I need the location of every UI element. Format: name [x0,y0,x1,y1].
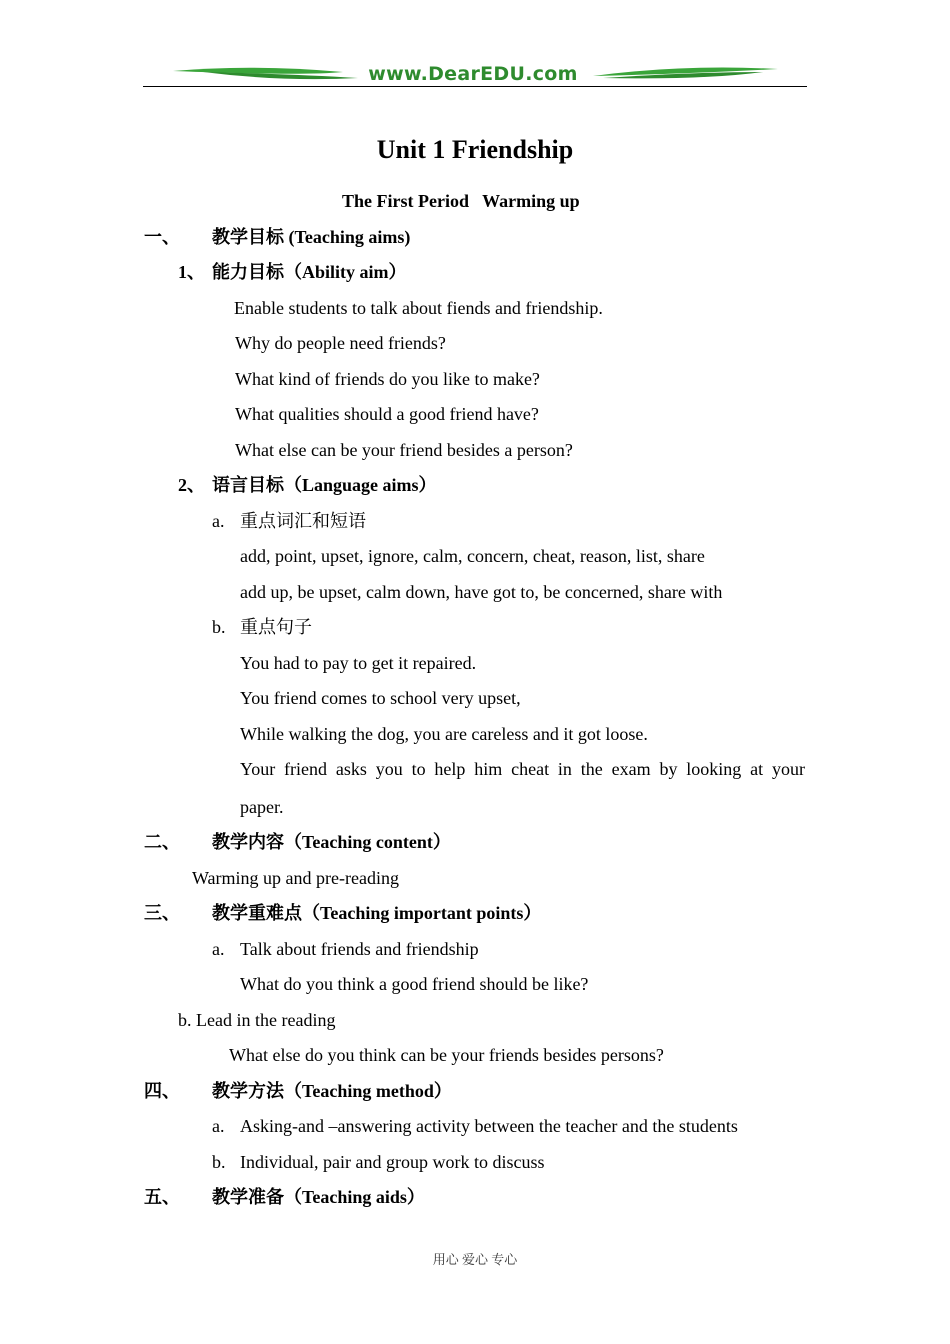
page-title: Unit 1 Friendship [376,135,574,164]
section-1-heading: 教学目标 (Teaching aims) [212,227,411,247]
vocab-line: add up, be upset, calm down, have got to, be concerned, share with [240,582,723,602]
section-2-number: 二、 [144,832,180,852]
header-rule [143,86,807,87]
page-footer: 用心 爱心 专心 [432,1252,518,1267]
method-item: Individual, pair and group work to discuss [240,1152,545,1172]
section-3-number: 三、 [144,903,180,923]
ability-line: What kind of friends do you like to make? [235,369,540,389]
ability-aim-heading: 能力目标（Ability aim） [212,262,407,282]
point-a-sub: What do you think a good friend should be like? [240,974,589,994]
ability-line: Why do people need friends? [235,333,446,353]
ability-line: Enable students to talk about fiends and friendship. [234,298,603,318]
list-marker: a. [212,1116,225,1136]
section-2-heading: 教学内容（Teaching content） [212,832,451,852]
sentence-line: Your friend asks you to help him cheat in the exam by looking at your [240,759,805,779]
section-3-heading: 教学重难点（Teaching important points） [212,903,542,923]
point-b-text: b. Lead in the reading [178,1010,336,1030]
point-a-text: Talk about friends and friendship [240,939,479,959]
language-aim-number: 2、 [178,475,205,495]
ability-aim-number: 1、 [178,262,205,282]
sentence-line: While walking the dog, you are careless and it got loose. [240,724,648,744]
content-line: Warming up and pre-reading [192,868,399,888]
section-1-number: 一、 [144,227,180,247]
list-marker: a. [212,939,225,959]
language-aim-heading: 语言目标（Language aims） [212,475,437,495]
list-marker: b. [212,617,226,637]
site-logo[interactable]: www.DearEDU.com [368,63,578,85]
key-sentences-label: 重点句子 [240,617,312,637]
section-5-heading: 教学准备（Teaching aids） [212,1187,425,1207]
sentence-line: You friend comes to school very upset, [240,688,521,708]
vocab-line: add, point, upset, ignore, calm, concern, cheat, reason, list, share [240,546,705,566]
ability-line: What else can be your friend besides a person? [235,440,573,460]
point-b-sub: What else do you think can be your friends besides persons? [229,1045,664,1065]
section-4-number: 四、 [144,1081,180,1101]
section-5-number: 五、 [144,1187,180,1207]
method-item: Asking-and –answering activity between the teacher and the students [240,1116,738,1136]
list-marker: a. [212,511,225,531]
list-marker: b. [212,1152,226,1172]
sentence-line: You had to pay to get it repaired. [240,653,477,673]
section-4-heading: 教学方法（Teaching method） [212,1081,452,1101]
key-vocab-label: 重点词汇和短语 [240,511,366,531]
sentence-line: paper. [240,797,284,817]
period-subtitle: The First Period Warming up [342,191,580,211]
ability-line: What qualities should a good friend have? [235,404,539,424]
